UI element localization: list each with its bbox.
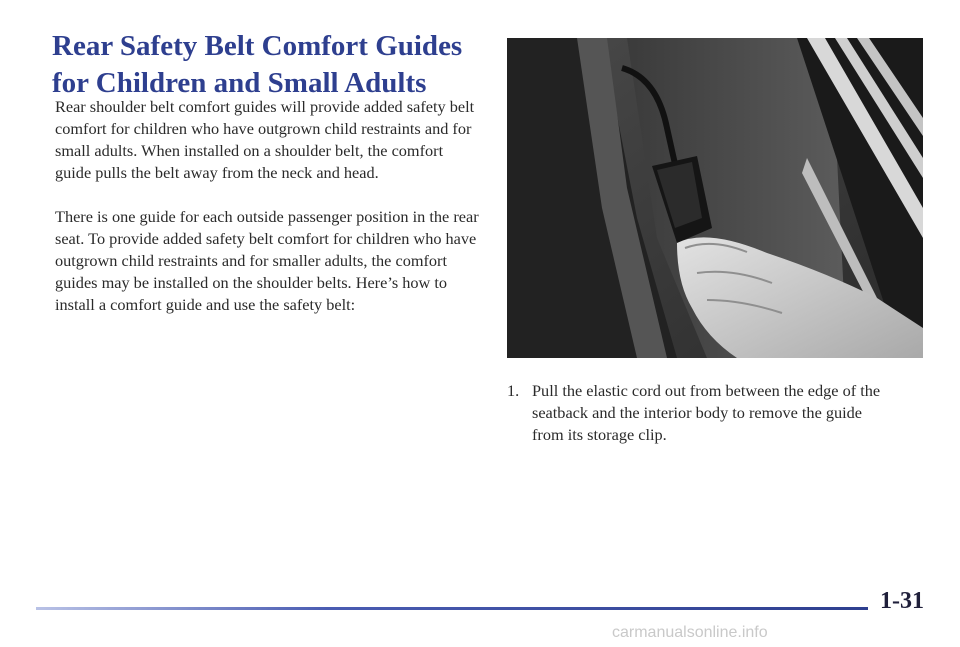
- comfort-guide-photo: [507, 38, 923, 358]
- watermark: carmanualsonline.info: [612, 624, 768, 641]
- intro-paragraph: Rear shoulder belt comfort guides will provide added safety belt comfort for children who have outgrown child restraints and for small adults. When installed on a shoulder belt, the comfort guide pulls the belt away from the neck and head.: [55, 97, 475, 182]
- step-text: Pull the elastic cord out from between the edge of the seatback and the interior body to remove the guide from its storage clip.: [532, 381, 881, 444]
- footer-rule: [36, 607, 868, 610]
- instructions-paragraph: There is one guide for each outside passenger position in the rear seat. To provide added safety belt comfort for children who have outgrown child restraints and for smaller adults, the comfort guides may be installed on the shoulder belts. Here’s how to install a comfort guide and use the safety belt:: [55, 207, 479, 314]
- comfort-guide-illustration: [507, 38, 923, 358]
- section-heading: Rear Safety Belt Comfort Guides for Children and Small Adults: [52, 30, 463, 99]
- page-number: 1-31: [880, 588, 924, 614]
- step-number: 1.: [507, 381, 520, 400]
